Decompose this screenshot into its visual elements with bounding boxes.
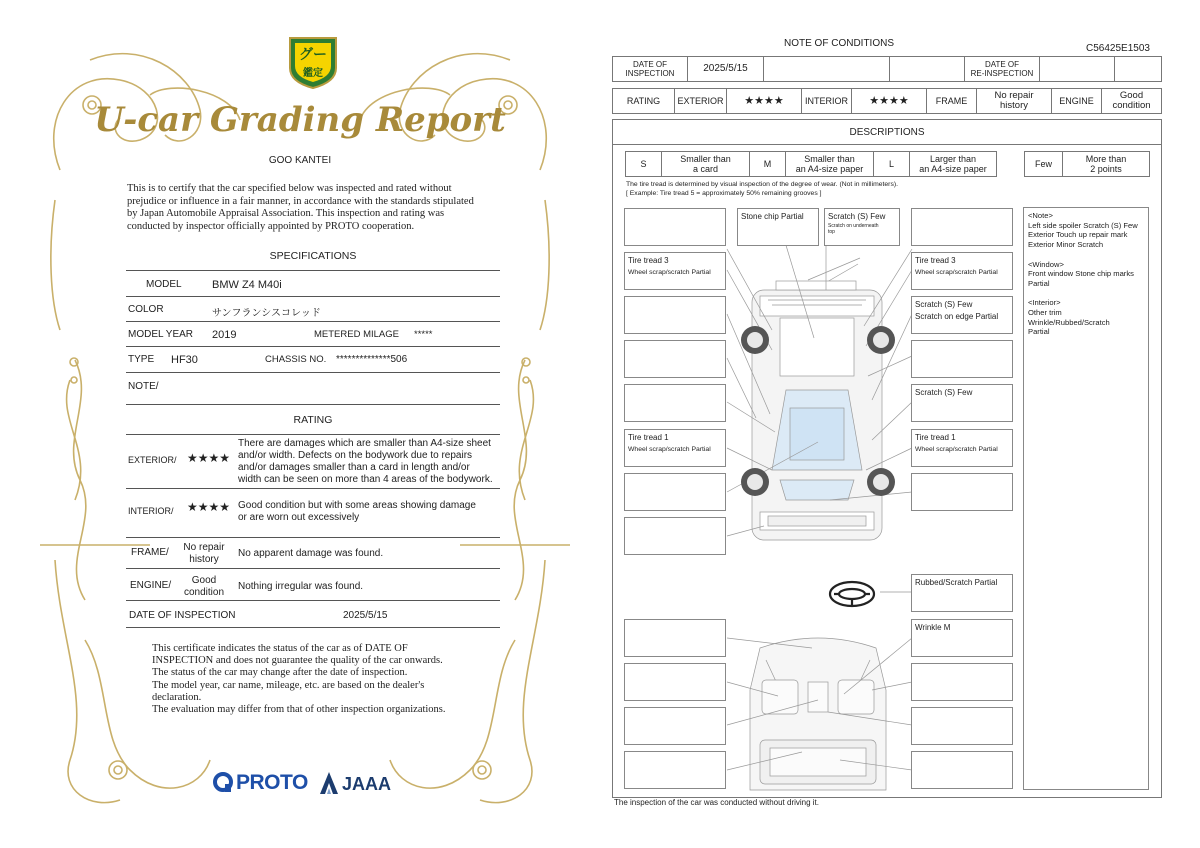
engine-value: Good condition: [183, 575, 225, 598]
type-value: HF30: [171, 354, 198, 366]
exterior-stars: ★★★★: [187, 451, 231, 465]
model-label: MODEL: [146, 279, 182, 290]
jaaa-logo-text: JAAA: [342, 774, 392, 794]
callout-scratch-right: Scratch (S) Few: [911, 384, 1013, 422]
frame-value: No repair history: [977, 89, 1052, 113]
notes-text: <Note> Left side spoiler Scratch (S) Few Exterior Touch up repair mark Exterior Minor Scratch <Window> Front window Stone chip marks Partial <Interior> Other trim Wrinkle/Rubbed/Scratch Partial: [1028, 211, 1138, 337]
note-of-conditions: [600, 0, 1200, 848]
callout-box: [624, 340, 726, 378]
re-inspection-label: DATE OF RE-INSPECTION: [965, 57, 1040, 81]
callout-scratch-edge: Scratch (S) Few Scratch on edge Partial: [911, 296, 1013, 334]
callout-box: [624, 296, 726, 334]
callout-box: [911, 473, 1013, 511]
exterior-label: EXTERIOR: [675, 89, 727, 113]
callout-box: [624, 208, 726, 246]
callout-box: [624, 751, 726, 789]
interior-label: INTERIOR: [802, 89, 852, 113]
model-value: BMW Z4 M40i: [212, 279, 282, 291]
callout-box: [624, 663, 726, 701]
disclaimer-text: This certificate indicates the status of the car as of DATE OF INSPECTION and does not guarantee the quality of the car onwards. The status of the car may change after the date of inspection. The model year, car name, mileage, etc. are based on the dealer's declaration. The evaluation may differ from that of other inspection organizations.: [152, 643, 446, 716]
callout-stone-chip: Stone chip Partial: [737, 208, 819, 246]
proto-logo-text: PROTO: [236, 771, 308, 794]
report-title: U-car Grading Report: [94, 100, 506, 140]
callout-tire-rear-right: Tire tread 1 Wheel scrap/scratch Partial: [911, 429, 1013, 467]
legend-few-text: More than 2 points: [1085, 154, 1127, 174]
callout-wrinkle: Wrinkle M: [911, 619, 1013, 657]
callout-tire-front-right: Tire tread 3 Wheel scrap/scratch Partial: [911, 252, 1013, 290]
interior-stars: ★★★★: [187, 500, 231, 514]
note-label: NOTE/: [128, 381, 159, 392]
callout-box: [911, 751, 1013, 789]
model-year-label: MODEL YEAR: [128, 329, 194, 340]
legend-m: M: [750, 152, 786, 176]
callout-box: [911, 208, 1013, 246]
callout-box: [911, 340, 1013, 378]
frame-label: FRAME/: [131, 547, 169, 558]
tire-tread-note: The tire tread is determined by visual inspection of the degree of wear. (Not in millimeters). [ Example: Tire tread 5 = approximately 50% remaining grooves ]: [626, 181, 898, 197]
legend-m-text: Smaller than an A4-size paper: [786, 152, 874, 176]
callout-tire-front-left: Tire tread 3 Wheel scrap/scratch Partial: [624, 252, 726, 290]
mileage-value: *****: [414, 329, 433, 340]
legend-l: L: [874, 152, 910, 176]
date-of-inspection-value: 2025/5/15: [343, 610, 388, 621]
exterior-stars: ★★★★: [727, 89, 802, 113]
model-year-value: 2019: [212, 329, 237, 341]
descriptions-heading: DESCRIPTIONS: [849, 127, 925, 138]
callout-rubbed: Rubbed/Scratch Partial: [911, 574, 1013, 612]
callout-box: [624, 384, 726, 422]
color-label: COLOR: [128, 304, 164, 315]
report-subtitle: GOO KANTEI: [268, 155, 332, 166]
conditions-title: NOTE OF CONDITIONS: [784, 38, 894, 49]
rating-label: RATING: [613, 89, 675, 113]
engine-value: Good condition: [1112, 90, 1151, 111]
notes-panel: [1023, 207, 1149, 790]
chassis-label: CHASSIS NO.: [265, 354, 327, 365]
svg-text:グー: グー: [299, 47, 327, 63]
callout-box: [911, 707, 1013, 745]
callout-box: [624, 619, 726, 657]
frame-label: FRAME: [927, 89, 977, 113]
chassis-value: **************506: [336, 354, 408, 365]
callout-scratch-top: Scratch (S) Few Scratch on underneath top: [824, 208, 900, 246]
steering-wheel-icon: [830, 582, 874, 606]
specs-heading: SPECIFICATIONS: [269, 250, 357, 262]
callout-tire-rear-left: Tire tread 1 Wheel scrap/scratch Partial: [624, 429, 726, 467]
exterior-description: There are damages which are smaller than A4-size sheet and/or width. Defects on the bodywork due to repairs and/or damages smaller than a card in length and/or width can be seen on more than 4 areas of the bodywork.: [238, 438, 493, 485]
engine-label: ENGINE: [1052, 89, 1102, 113]
proto-logo-icon: [213, 771, 233, 793]
footer-note: The inspection of the car was conducted without driving it.: [614, 798, 819, 807]
frame-description: No apparent damage was found.: [238, 548, 384, 559]
date-of-inspection-label: DATE OF INSPECTION: [613, 57, 688, 81]
callout-box: [624, 473, 726, 511]
callout-box: [624, 517, 726, 555]
callout-box: [911, 663, 1013, 701]
interior-stars: ★★★★: [852, 89, 927, 113]
date-of-inspection-label: DATE OF INSPECTION: [129, 610, 236, 621]
engine-description: Nothing irregular was found.: [238, 581, 364, 592]
report-code: C56425E1503: [1086, 43, 1150, 54]
legend-few: Few: [1025, 152, 1063, 176]
jaaa-logo-icon: [318, 770, 340, 796]
interior-label: INTERIOR/: [128, 506, 174, 516]
mileage-label: METERED MILAGE: [314, 329, 399, 340]
engine-label: ENGINE/: [130, 580, 172, 591]
exterior-label: EXTERIOR/: [128, 455, 177, 465]
date-of-inspection-value: 2025/5/15: [688, 57, 764, 81]
goo-kantei-badge-icon: [286, 32, 340, 90]
interior-description: Good condition but with some areas showing damage or are worn out excessively: [238, 500, 476, 523]
rating-heading: RATING: [293, 414, 333, 426]
legend-s-text: Smaller than a card: [662, 152, 750, 176]
badge-text: 鑑定: [303, 68, 323, 79]
callout-box: [624, 707, 726, 745]
frame-value: No repair history: [183, 542, 225, 565]
color-value: サンフランシスコレッド: [212, 308, 321, 319]
intro-text: This is to certify that the car specified below was inspected and rated without prejudice or influence in a fair manner, in accordance with the standards stipulated by Japan Automobile Appraisal Association. This inspection and rating was conducted by inspector officially appointed by PROTO cooperation.: [127, 183, 474, 232]
legend-s: S: [626, 152, 662, 176]
legend-l-text: Larger than an A4-size paper: [919, 154, 987, 174]
type-label: TYPE: [128, 354, 155, 365]
